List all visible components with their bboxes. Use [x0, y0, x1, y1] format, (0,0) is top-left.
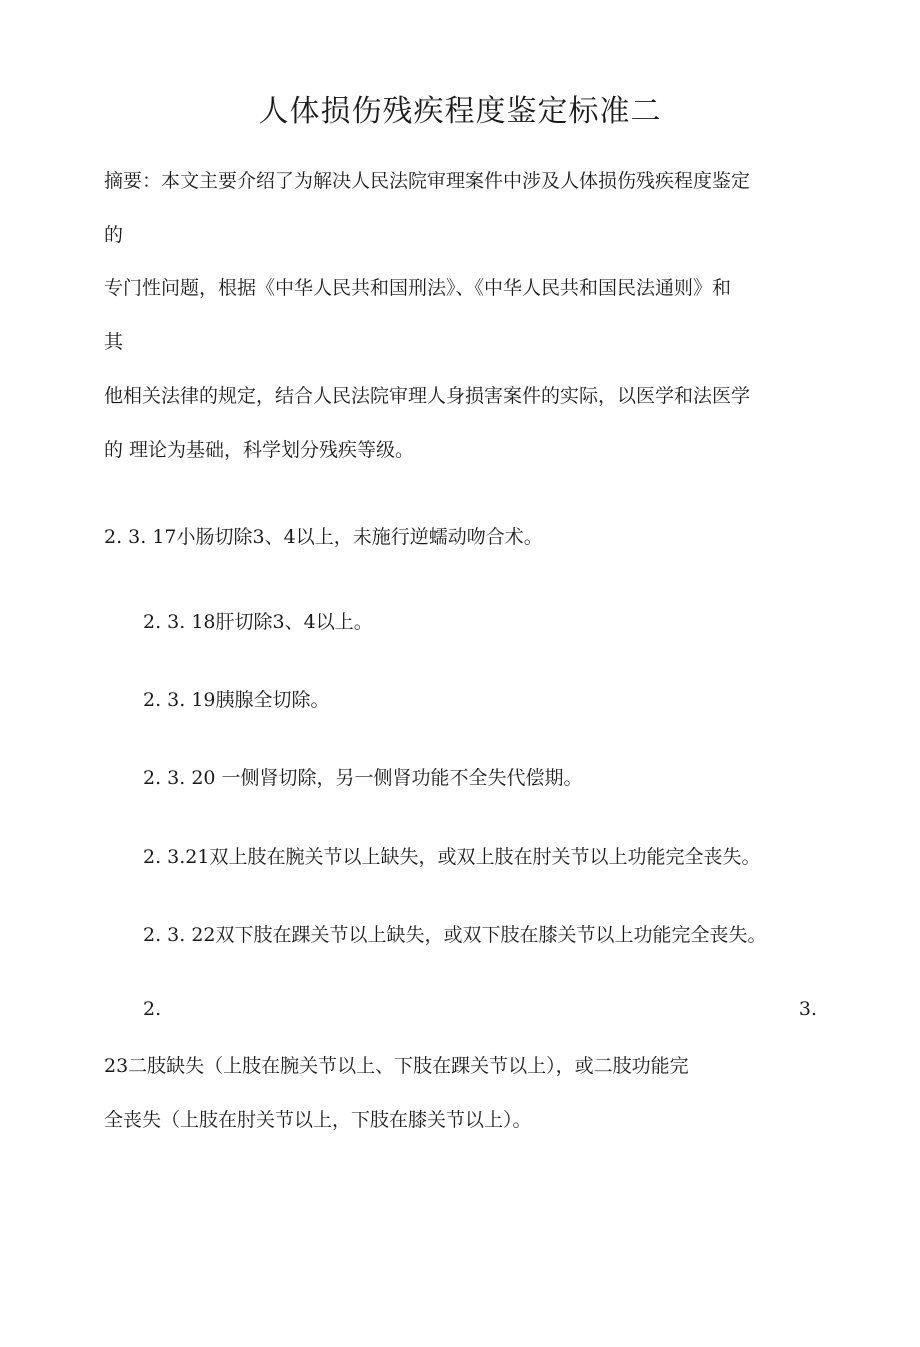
abstract-line-3: 专门性问题，根据《中华人民共和国刑法》、《中华人民共和国民法通则》和 — [104, 277, 732, 299]
clause-2-3-20: 2. 3. 20 一侧肾切除，另一侧肾功能不全失代偿期。 — [143, 767, 583, 789]
abstract-line-1: 摘要：本文主要介绍了为解决人民法院审理案件中涉及人体损伤残疾程度鉴定 — [104, 170, 751, 192]
document-title: 人体损伤残疾程度鉴定标准二 — [258, 94, 662, 129]
abstract-line-2: 的 — [104, 224, 124, 246]
clause-2-3-23-number-part2: 3. — [798, 998, 817, 1020]
clause-2-3-23-number-part1: 2. — [143, 998, 162, 1020]
abstract-line-5: 他相关法律的规定，结合人民法院审理人身损害案件的实际，以医学和法医学 — [104, 385, 751, 407]
clause-2-3-23-text-line-2: 全丧失（上肢在肘关节以上，下肢在膝关节以上）。 — [104, 1109, 532, 1131]
clause-2-3-18: 2. 3. 18肝切除3、4以上。 — [143, 611, 373, 633]
abstract-line-4: 其 — [104, 331, 124, 353]
abstract-line-6: 的 理论为基础，科学划分残疾等级。 — [104, 439, 415, 461]
clause-2-3-21: 2. 3.21双上肢在腕关节以上缺失，或双上肢在肘关节以上功能完全丧失。 — [143, 846, 761, 868]
clause-2-3-17: 2. 3. 17小肠切除3、4以上，未施行逆蠕动吻合术。 — [104, 526, 543, 548]
clause-2-3-19: 2. 3. 19胰腺全切除。 — [143, 689, 330, 711]
clause-2-3-23-text-line-1: 23二肢缺失（上肢在腕关节以上、下肢在踝关节以上），或二肢功能完 — [104, 1055, 689, 1077]
clause-2-3-22: 2. 3. 22双下肢在踝关节以上缺失，或双下肢在膝关节以上功能完全丧失。 — [143, 924, 767, 946]
